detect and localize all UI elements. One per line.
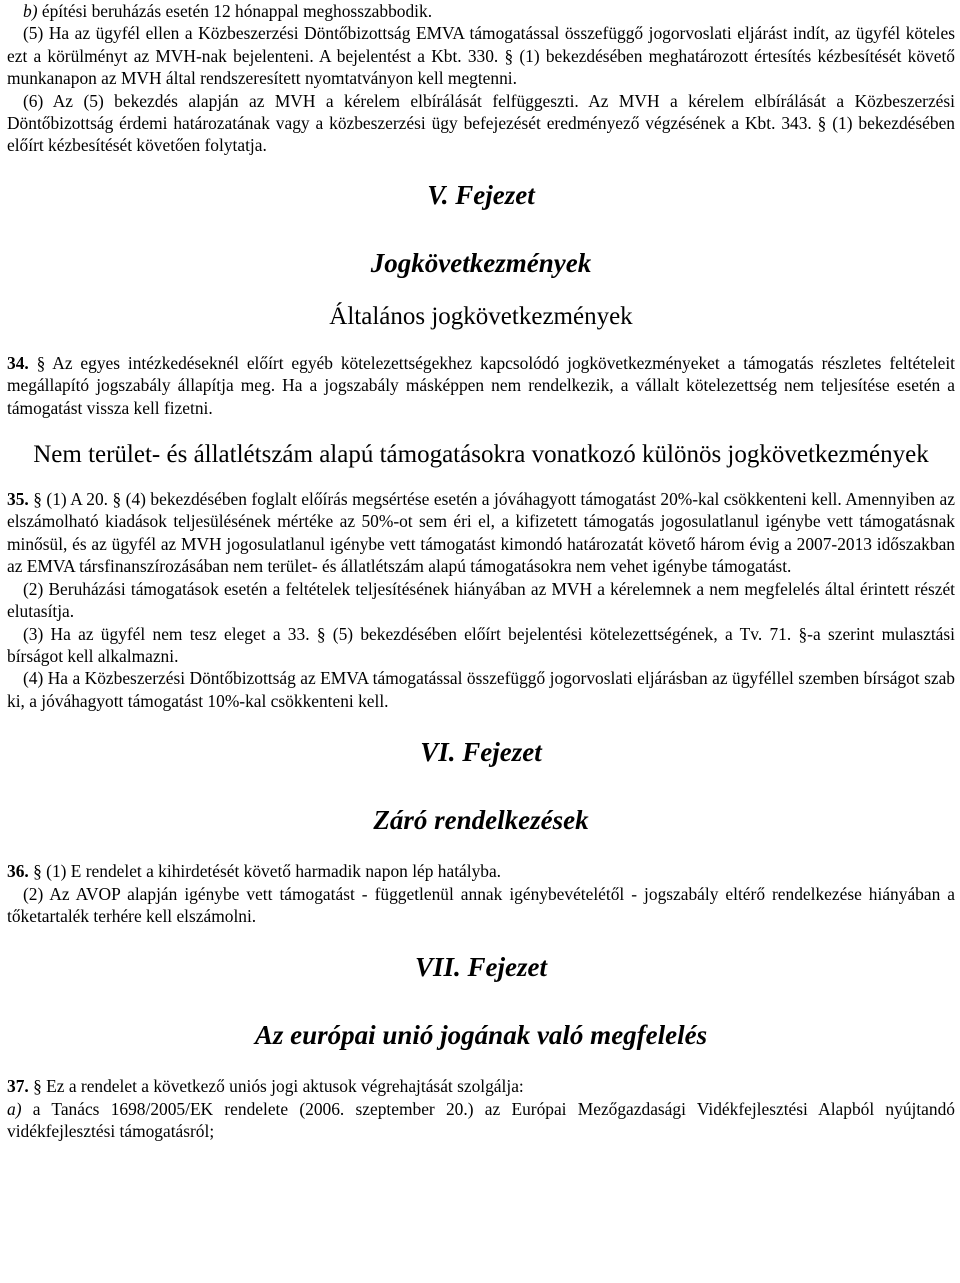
chapter-v-title: V. Fejezet bbox=[427, 179, 535, 210]
section-text: § (1) A 20. § (4) bekezdésében foglalt előírás megsértése esetén a jóváhagyott támogatást 20%-kal csökkenteni kell. Amennyiben az elszámolható kiadások teljesülésének mértéke az 50%-ot sem éri el, a kifizetett támogatás jogosulatlanul igénybe vett támogatásnak minősül, és az ügyfél az MVH jogosulatlanul igénybe vett támogatást kimondó határozatát követő három évig a 2007-2013 időszakban az EMVA társfinanszírozásában nem terület- és állatlétszám alapú támogatásokra nem vehet igénybe támogatást. bbox=[7, 489, 955, 577]
section-37 bbox=[7, 1075, 955, 1097]
chapter-vii-title: VII. Fejezet bbox=[415, 952, 547, 983]
section-37-point-a bbox=[7, 1098, 955, 1143]
section-heading-special: Nem terület- és állatlétszám alapú támogatásokra vonatkozó különös jogkövetkezmények bbox=[33, 441, 929, 469]
chapter-vi-title: VI. Fejezet bbox=[420, 737, 542, 768]
point-text: a Tanács 1698/2005/EK rendelete (2006. szeptember 20.) az Európai Mezőgazdasági Vidékfejlesztési Alapból nyújtandó vidékfejlesztési támogatásról; bbox=[7, 1098, 955, 1142]
section-number: 36. bbox=[7, 861, 29, 882]
chapter-vi-subtitle: Záró rendelkezések bbox=[373, 805, 589, 836]
section-number: 35. bbox=[7, 489, 29, 510]
list-marker: a) bbox=[7, 1098, 22, 1119]
section-35 bbox=[7, 488, 955, 578]
section-35-paragraph-4: (4) Ha a Közbeszerzési Döntőbizottság az EMVA támogatással összefüggő jogorvoslati eljárásban az ügyféllel szemben bírságot szab ki, a jóváhagyott támogatást 10%-kal csökkenteni kell. bbox=[7, 668, 955, 711]
section-35-paragraph-3: (3) Ha az ügyfél nem tesz eleget a 33. § (5) bekezdésében előírt bejelentési kötelezettségének, a Tv. 71. §-a szerint mulasztási bírságot kell alkalmazni. bbox=[7, 623, 955, 666]
paragraph-text: építési beruházás esetén 12 hónappal meghosszabbodik. bbox=[41, 1, 433, 21]
section-heading-general: Általános jogkövetkezmények bbox=[329, 302, 633, 330]
document-page bbox=[7, 0, 955, 1143]
section-number: 34. bbox=[7, 352, 29, 373]
list-marker: b) bbox=[23, 1, 38, 21]
section-35-paragraph-2: (2) Beruházási támogatások esetén a feltételek teljesítésének hiányában az MVH a kérelemnek a nem megfelelés által érintett részét elutasítja. bbox=[7, 578, 955, 622]
section-36-paragraph-2: (2) Az AVOP alapján igénybe vett támogatást - függetlenül annak igénybevételétől - jogszabály eltérő rendelkezése hiányában a tőketartalék terhére kell elszámolni. bbox=[7, 883, 955, 926]
section-text: § Ez a rendelet a következő uniós jogi aktusok végrehajtását szolgálja: bbox=[33, 1076, 524, 1097]
chapter-vii-subtitle: Az európai unió jogának való megfelelés bbox=[254, 1020, 708, 1051]
section-34 bbox=[7, 352, 955, 419]
section-number: 37. bbox=[7, 1076, 29, 1097]
paragraph-b bbox=[7, 0, 955, 22]
chapter-v-subtitle: Jogkövetkezmények bbox=[370, 247, 592, 278]
section-text: § Az egyes intézkedéseknél előírt egyéb kötelezettségekhez kapcsolódó jogkövetkezményeket a támogatás részletes feltételeit megállapító jogszabály állapítja meg. Ha a jogszabály másképpen nem rendelkezik, a vállalt kötelezettség nem teljesítése esetén a támogatást vissza kell fizetni. bbox=[7, 352, 955, 418]
paragraph-6: (6) Az (5) bekezdés alapján az MVH a kérelem elbírálását felfüggeszti. Az MVH a kérelem elbírálását a Közbeszerzési Döntőbizottság érdemi határozatának vagy a közbeszerzési ügy befejezését eredményező végzésének a Kbt. 343. § (1) bekezdésében előírt kézbesítését követően folytatja. bbox=[7, 90, 955, 156]
section-text: § (1) E rendelet a kihirdetését követő harmadik napon lép hatályba. bbox=[33, 861, 502, 882]
section-36 bbox=[7, 860, 955, 882]
paragraph-5: (5) Ha az ügyfél ellen a Közbeszerzési Döntőbizottság EMVA támogatással összefüggő jogorvoslati eljárást indít, az ügyfél köteles ezt a körülményt az MVH-nak bejelenteni. A bejelentést a Kbt. 330. § (1) bekezdésében meghatározott értesítés kézbesítését követő munkanapon az MVH által rendszeresített nyomtatványon kell megtenni. bbox=[7, 23, 955, 89]
